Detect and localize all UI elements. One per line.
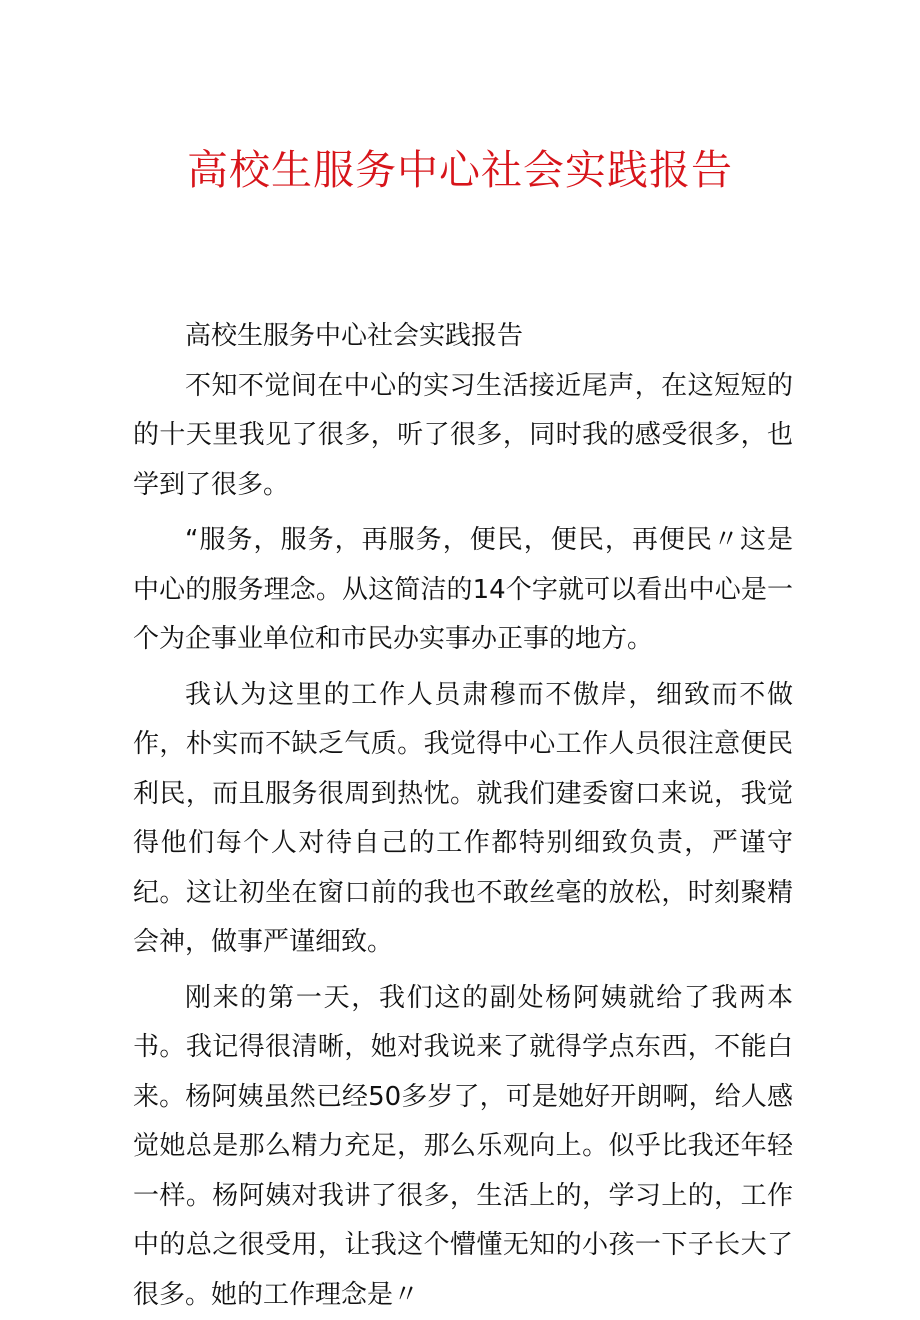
paragraph: “服务，服务，再服务，便民，便民，再便民〃这是中心的服务理念。从这简洁的14个字就可以看出中心是一个为企事业单位和市民办实事办正事的地方。 (133, 516, 793, 665)
paragraph: 不知不觉间在中心的实习生活接近尾声，在这短短的的十天里我见了很多，听了很多，同时我的感受很多，也学到了很多。 (133, 362, 793, 511)
document-body (133, 312, 793, 1320)
document-title: 高校生服务中心社会实践报告 (0, 140, 920, 200)
paragraph-subtitle: 高校生服务中心社会实践报告 (133, 312, 793, 362)
paragraph: 刚来的第一天，我们这的副处杨阿姨就给了我两本书。我记得很清晰，她对我说来了就得学点东西，不能白来。杨阿姨虽然已经50多岁了，可是她好开朗啊，给人感觉她总是那么精力充足，那么乐观向上。似乎比我还年轻一样。杨阿姨对我讲了很多，生活上的，学习上的，工作中的总之很受用，让我这个懵懂无知的小孩一下子长大了很多。她的工作理念是〃 (133, 974, 793, 1320)
paragraph: 我认为这里的工作人员肃穆而不傲岸，细致而不做作，朴实而不缺乏气质。我觉得中心工作人员很注意便民利民，而且服务很周到热忱。就我们建委窗口来说，我觉得他们每个人对待自己的工作都特别细致负责，严谨守纪。这让初坐在窗口前的我也不敢丝毫的放松，时刻聚精会神，做事严谨细致。 (133, 671, 793, 968)
